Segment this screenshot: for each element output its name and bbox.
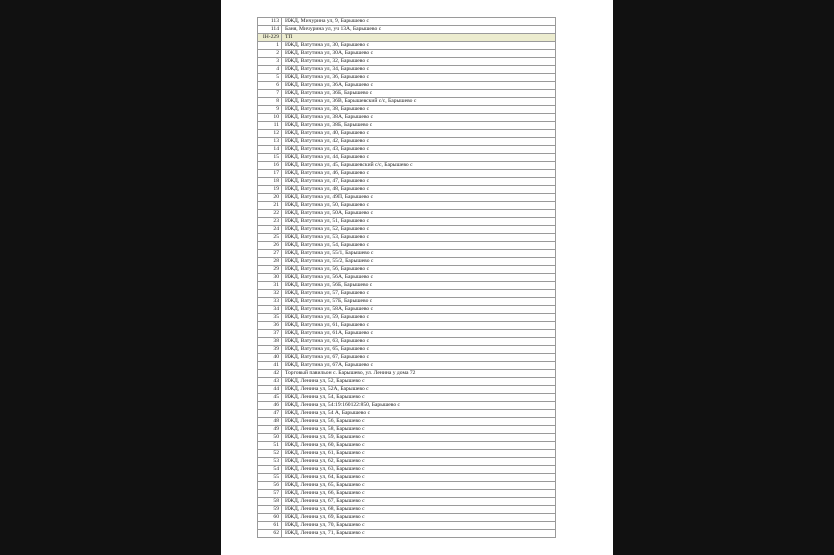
table-row <box>258 394 556 402</box>
row-number: 49 <box>258 426 282 434</box>
row-number: 52 <box>258 450 282 458</box>
table-row <box>258 274 556 282</box>
table-row <box>258 458 556 466</box>
row-address: ИЖД, Ватутина ул, 57, Барышево с <box>282 290 556 298</box>
table-row <box>258 322 556 330</box>
row-address: ИЖД, Ватутина ул, 61, Барышево с <box>282 322 556 330</box>
row-address: ИЖД, Ватутина ул, 54, Барышево с <box>282 242 556 250</box>
row-number: 42 <box>258 370 282 378</box>
table-row <box>258 282 556 290</box>
section-header-row <box>258 34 556 42</box>
row-number: 45 <box>258 394 282 402</box>
row-address: ТП <box>282 34 556 42</box>
table-row <box>258 114 556 122</box>
table-row <box>258 258 556 266</box>
table-row <box>258 362 556 370</box>
row-address: ИЖД, Ватутина ул, 32, Барышево с <box>282 58 556 66</box>
row-address: ИЖД, Ватутина ул, 67, Барышево с <box>282 354 556 362</box>
row-number: 114 <box>258 26 282 34</box>
row-address: ИЖД, Ватутина ул, 61А, Барышево с <box>282 330 556 338</box>
table-row <box>258 250 556 258</box>
address-table <box>257 17 556 538</box>
row-address: ИЖД, Ватутина ул, 67А, Барышево с <box>282 362 556 370</box>
row-number: 10 <box>258 114 282 122</box>
row-number: IH-229 <box>258 34 282 42</box>
row-number: 58 <box>258 498 282 506</box>
table-row <box>258 450 556 458</box>
table-row <box>258 378 556 386</box>
row-address: ИЖД, Ватутина ул, 36Б, Барышево с <box>282 90 556 98</box>
row-number: 22 <box>258 210 282 218</box>
row-number: 8 <box>258 98 282 106</box>
row-address: Баня, Мичурина ул, уч 13А, Барышево с <box>282 26 556 34</box>
row-address: ИЖД, Ватутина ул, 63, Барышево с <box>282 338 556 346</box>
table-row <box>258 442 556 450</box>
table-row <box>258 290 556 298</box>
row-address: ИЖД, Ленина ул, 56, Барышево с <box>282 418 556 426</box>
row-number: 57 <box>258 490 282 498</box>
row-address: ИЖД, Ленина ул, 67, Барышево с <box>282 498 556 506</box>
row-number: 12 <box>258 130 282 138</box>
row-address: ИЖД, Ленина ул, 58, Барышево с <box>282 426 556 434</box>
row-number: 7 <box>258 90 282 98</box>
table-row <box>258 314 556 322</box>
row-number: 60 <box>258 514 282 522</box>
row-number: 26 <box>258 242 282 250</box>
row-number: 44 <box>258 386 282 394</box>
table-row <box>258 58 556 66</box>
row-address: ИЖД, Ленина ул, 64, Барышево с <box>282 474 556 482</box>
table-row <box>258 298 556 306</box>
table-row <box>258 98 556 106</box>
row-number: 23 <box>258 218 282 226</box>
table-row <box>258 338 556 346</box>
row-number: 30 <box>258 274 282 282</box>
table-row <box>258 186 556 194</box>
row-number: 1 <box>258 42 282 50</box>
row-number: 11 <box>258 122 282 130</box>
row-address: ИЖД, Мичурина ул, 9, Барышево с <box>282 18 556 26</box>
table-row <box>258 218 556 226</box>
row-address: ИЖД, Ленина ул, 62, Барышево с <box>282 458 556 466</box>
row-number: 55 <box>258 474 282 482</box>
row-address: ИЖД, Ватутина ул, 36В, Барышевский с/с, Барышево с <box>282 98 556 106</box>
row-number: 32 <box>258 290 282 298</box>
row-address: ИЖД, Ватутина ул, 57Б, Барышево с <box>282 298 556 306</box>
row-address: ИЖД, Ватутина ул, 52, Барышево с <box>282 226 556 234</box>
row-number: 28 <box>258 258 282 266</box>
row-number: 13 <box>258 138 282 146</box>
table-row <box>258 402 556 410</box>
table-row <box>258 130 556 138</box>
table-row <box>258 170 556 178</box>
row-number: 56 <box>258 482 282 490</box>
row-address: ИЖД, Ватутина ул, 56Б, Барышево с <box>282 282 556 290</box>
row-address: ИЖД, Ватутина ул, 44, Барышево с <box>282 154 556 162</box>
row-number: 20 <box>258 194 282 202</box>
row-address: ИЖД, Ленина ул, 68, Барышево с <box>282 506 556 514</box>
table-row <box>258 466 556 474</box>
table-row <box>258 18 556 26</box>
row-address: ИЖД, Ватутина ул, 55/2, Барышево с <box>282 258 556 266</box>
row-address: ИЖД, Ленина ул, 65, Барышево с <box>282 482 556 490</box>
row-number: 48 <box>258 418 282 426</box>
row-address: ИЖД, Ленина ул, 52, Барышево с <box>282 378 556 386</box>
row-address: ИЖД, Ватутина ул, 42, Барышево с <box>282 138 556 146</box>
row-address: ИЖД, Ватутина ул, 53, Барышево с <box>282 234 556 242</box>
row-number: 19 <box>258 186 282 194</box>
row-address: ИЖД, Ватутина ул, 65, Барышево с <box>282 346 556 354</box>
row-address: ИЖД, Ватутина ул, 50, Барышево с <box>282 202 556 210</box>
row-address: ИЖД, Ватутина ул, 34, Барышево с <box>282 66 556 74</box>
table-row <box>258 530 556 538</box>
table-row <box>258 202 556 210</box>
row-number: 4 <box>258 66 282 74</box>
table-row <box>258 178 556 186</box>
row-number: 37 <box>258 330 282 338</box>
row-number: 3 <box>258 58 282 66</box>
table-row <box>258 106 556 114</box>
row-address: ИЖД, Ленина ул, 54:19:160122:850, Барышево с <box>282 402 556 410</box>
row-number: 62 <box>258 530 282 538</box>
row-number: 40 <box>258 354 282 362</box>
table-row <box>258 234 556 242</box>
table-row <box>258 370 556 378</box>
row-number: 35 <box>258 314 282 322</box>
table-row <box>258 514 556 522</box>
row-number: 25 <box>258 234 282 242</box>
row-number: 27 <box>258 250 282 258</box>
row-address: ИЖД, Ватутина ул, 50А, Барышево с <box>282 210 556 218</box>
row-number: 29 <box>258 266 282 274</box>
table-row <box>258 306 556 314</box>
table-row <box>258 122 556 130</box>
row-number: 9 <box>258 106 282 114</box>
row-address: ИЖД, Ленина ул, 71, Барышево с <box>282 530 556 538</box>
row-number: 2 <box>258 50 282 58</box>
table-row <box>258 506 556 514</box>
row-address: ИЖД, Ватутина ул, 55/1, Барышево с <box>282 250 556 258</box>
row-address: ИЖД, Ватутина ул, 38А, Барышево с <box>282 114 556 122</box>
row-address: ИЖД, Ватутина ул, 48, Барышево с <box>282 186 556 194</box>
row-number: 47 <box>258 410 282 418</box>
table-row <box>258 386 556 394</box>
row-number: 14 <box>258 146 282 154</box>
row-number: 34 <box>258 306 282 314</box>
table-row <box>258 226 556 234</box>
row-number: 5 <box>258 74 282 82</box>
table-row <box>258 162 556 170</box>
row-address: ИЖД, Ватутина ул, 38, Барышево с <box>282 106 556 114</box>
table-row <box>258 74 556 82</box>
row-address: ИЖД, Ленина ул, 52А, Барышево с <box>282 386 556 394</box>
table-row <box>258 90 556 98</box>
row-number: 53 <box>258 458 282 466</box>
table-row <box>258 138 556 146</box>
row-address: ИЖД, Ватутина ул, 59, Барышево с <box>282 314 556 322</box>
table-row <box>258 42 556 50</box>
table-row <box>258 482 556 490</box>
row-address: ИЖД, Ватутина ул, 56А, Барышево с <box>282 274 556 282</box>
row-number: 39 <box>258 346 282 354</box>
row-number: 51 <box>258 442 282 450</box>
row-number: 6 <box>258 82 282 90</box>
row-number: 24 <box>258 226 282 234</box>
row-address: ИЖД, Ленина ул, 61, Барышево с <box>282 450 556 458</box>
table-row <box>258 210 556 218</box>
row-address: ИЖД, Ватутина ул, 36А, Барышево с <box>282 82 556 90</box>
row-address: ИЖД, Ленина ул, 54, Барышево с <box>282 394 556 402</box>
row-address: ИЖД, Ленина ул, 63, Барышево с <box>282 466 556 474</box>
table-row <box>258 354 556 362</box>
row-number: 36 <box>258 322 282 330</box>
row-number: 18 <box>258 178 282 186</box>
table-row <box>258 410 556 418</box>
row-number: 16 <box>258 162 282 170</box>
row-address: ИЖД, Ленина ул, 59, Барышево с <box>282 434 556 442</box>
row-number: 17 <box>258 170 282 178</box>
row-number: 50 <box>258 434 282 442</box>
row-address: ИЖД, Ватутина ул, 49П, Барышево с <box>282 194 556 202</box>
row-address: ИЖД, Ленина ул, 60, Барышево с <box>282 442 556 450</box>
row-number: 38 <box>258 338 282 346</box>
row-address: ИЖД, Ватутина ул, 30А, Барышево с <box>282 50 556 58</box>
row-number: 41 <box>258 362 282 370</box>
address-table-body <box>258 18 556 538</box>
row-number: 31 <box>258 282 282 290</box>
table-row <box>258 522 556 530</box>
row-address: ИЖД, Ленина ул, 66, Барышево с <box>282 490 556 498</box>
row-number: 15 <box>258 154 282 162</box>
row-number: 46 <box>258 402 282 410</box>
row-address: ИЖД, Ватутина ул, 56, Барышево с <box>282 266 556 274</box>
row-number: 54 <box>258 466 282 474</box>
row-number: 59 <box>258 506 282 514</box>
table-row <box>258 66 556 74</box>
row-address: ИЖД, Ленина ул, 54 А, Барышево с <box>282 410 556 418</box>
row-address: ИЖД, Ватутина ул, 45, Барышевский с/с, Барышево с <box>282 162 556 170</box>
row-address: ИЖД, Ватутина ул, 47, Барышево с <box>282 178 556 186</box>
table-row <box>258 82 556 90</box>
row-number: 61 <box>258 522 282 530</box>
row-address: ИЖД, Ватутина ул, 30, Барышево с <box>282 42 556 50</box>
row-address: ИЖД, Ватутина ул, 58А, Барышево с <box>282 306 556 314</box>
row-address: ИЖД, Ватутина ул, 40, Барышево с <box>282 130 556 138</box>
table-row <box>258 26 556 34</box>
row-address: ИЖД, Ленина ул, 70, Барышево с <box>282 522 556 530</box>
table-row <box>258 146 556 154</box>
row-number: 21 <box>258 202 282 210</box>
table-row <box>258 50 556 58</box>
table-row <box>258 498 556 506</box>
table-row <box>258 474 556 482</box>
document-page <box>221 0 613 555</box>
table-row <box>258 330 556 338</box>
row-number: 33 <box>258 298 282 306</box>
table-row <box>258 194 556 202</box>
table-row <box>258 490 556 498</box>
table-row <box>258 426 556 434</box>
row-address: Торговый павильон с. Барышево, ул. Ленина у дома 72 <box>282 370 556 378</box>
row-number: 113 <box>258 18 282 26</box>
row-address: ИЖД, Ватутина ул, 38Б, Барышево с <box>282 122 556 130</box>
row-address: ИЖД, Ватутина ул, 51, Барышево с <box>282 218 556 226</box>
table-row <box>258 242 556 250</box>
table-row <box>258 266 556 274</box>
row-address: ИЖД, Ленина ул, 69, Барышево с <box>282 514 556 522</box>
row-address: ИЖД, Ватутина ул, 43, Барышево с <box>282 146 556 154</box>
table-row <box>258 434 556 442</box>
row-number: 43 <box>258 378 282 386</box>
table-row <box>258 154 556 162</box>
row-address: ИЖД, Ватутина ул, 46, Барышево с <box>282 170 556 178</box>
table-row <box>258 346 556 354</box>
table-row <box>258 418 556 426</box>
row-address: ИЖД, Ватутина ул, 36, Барышево с <box>282 74 556 82</box>
